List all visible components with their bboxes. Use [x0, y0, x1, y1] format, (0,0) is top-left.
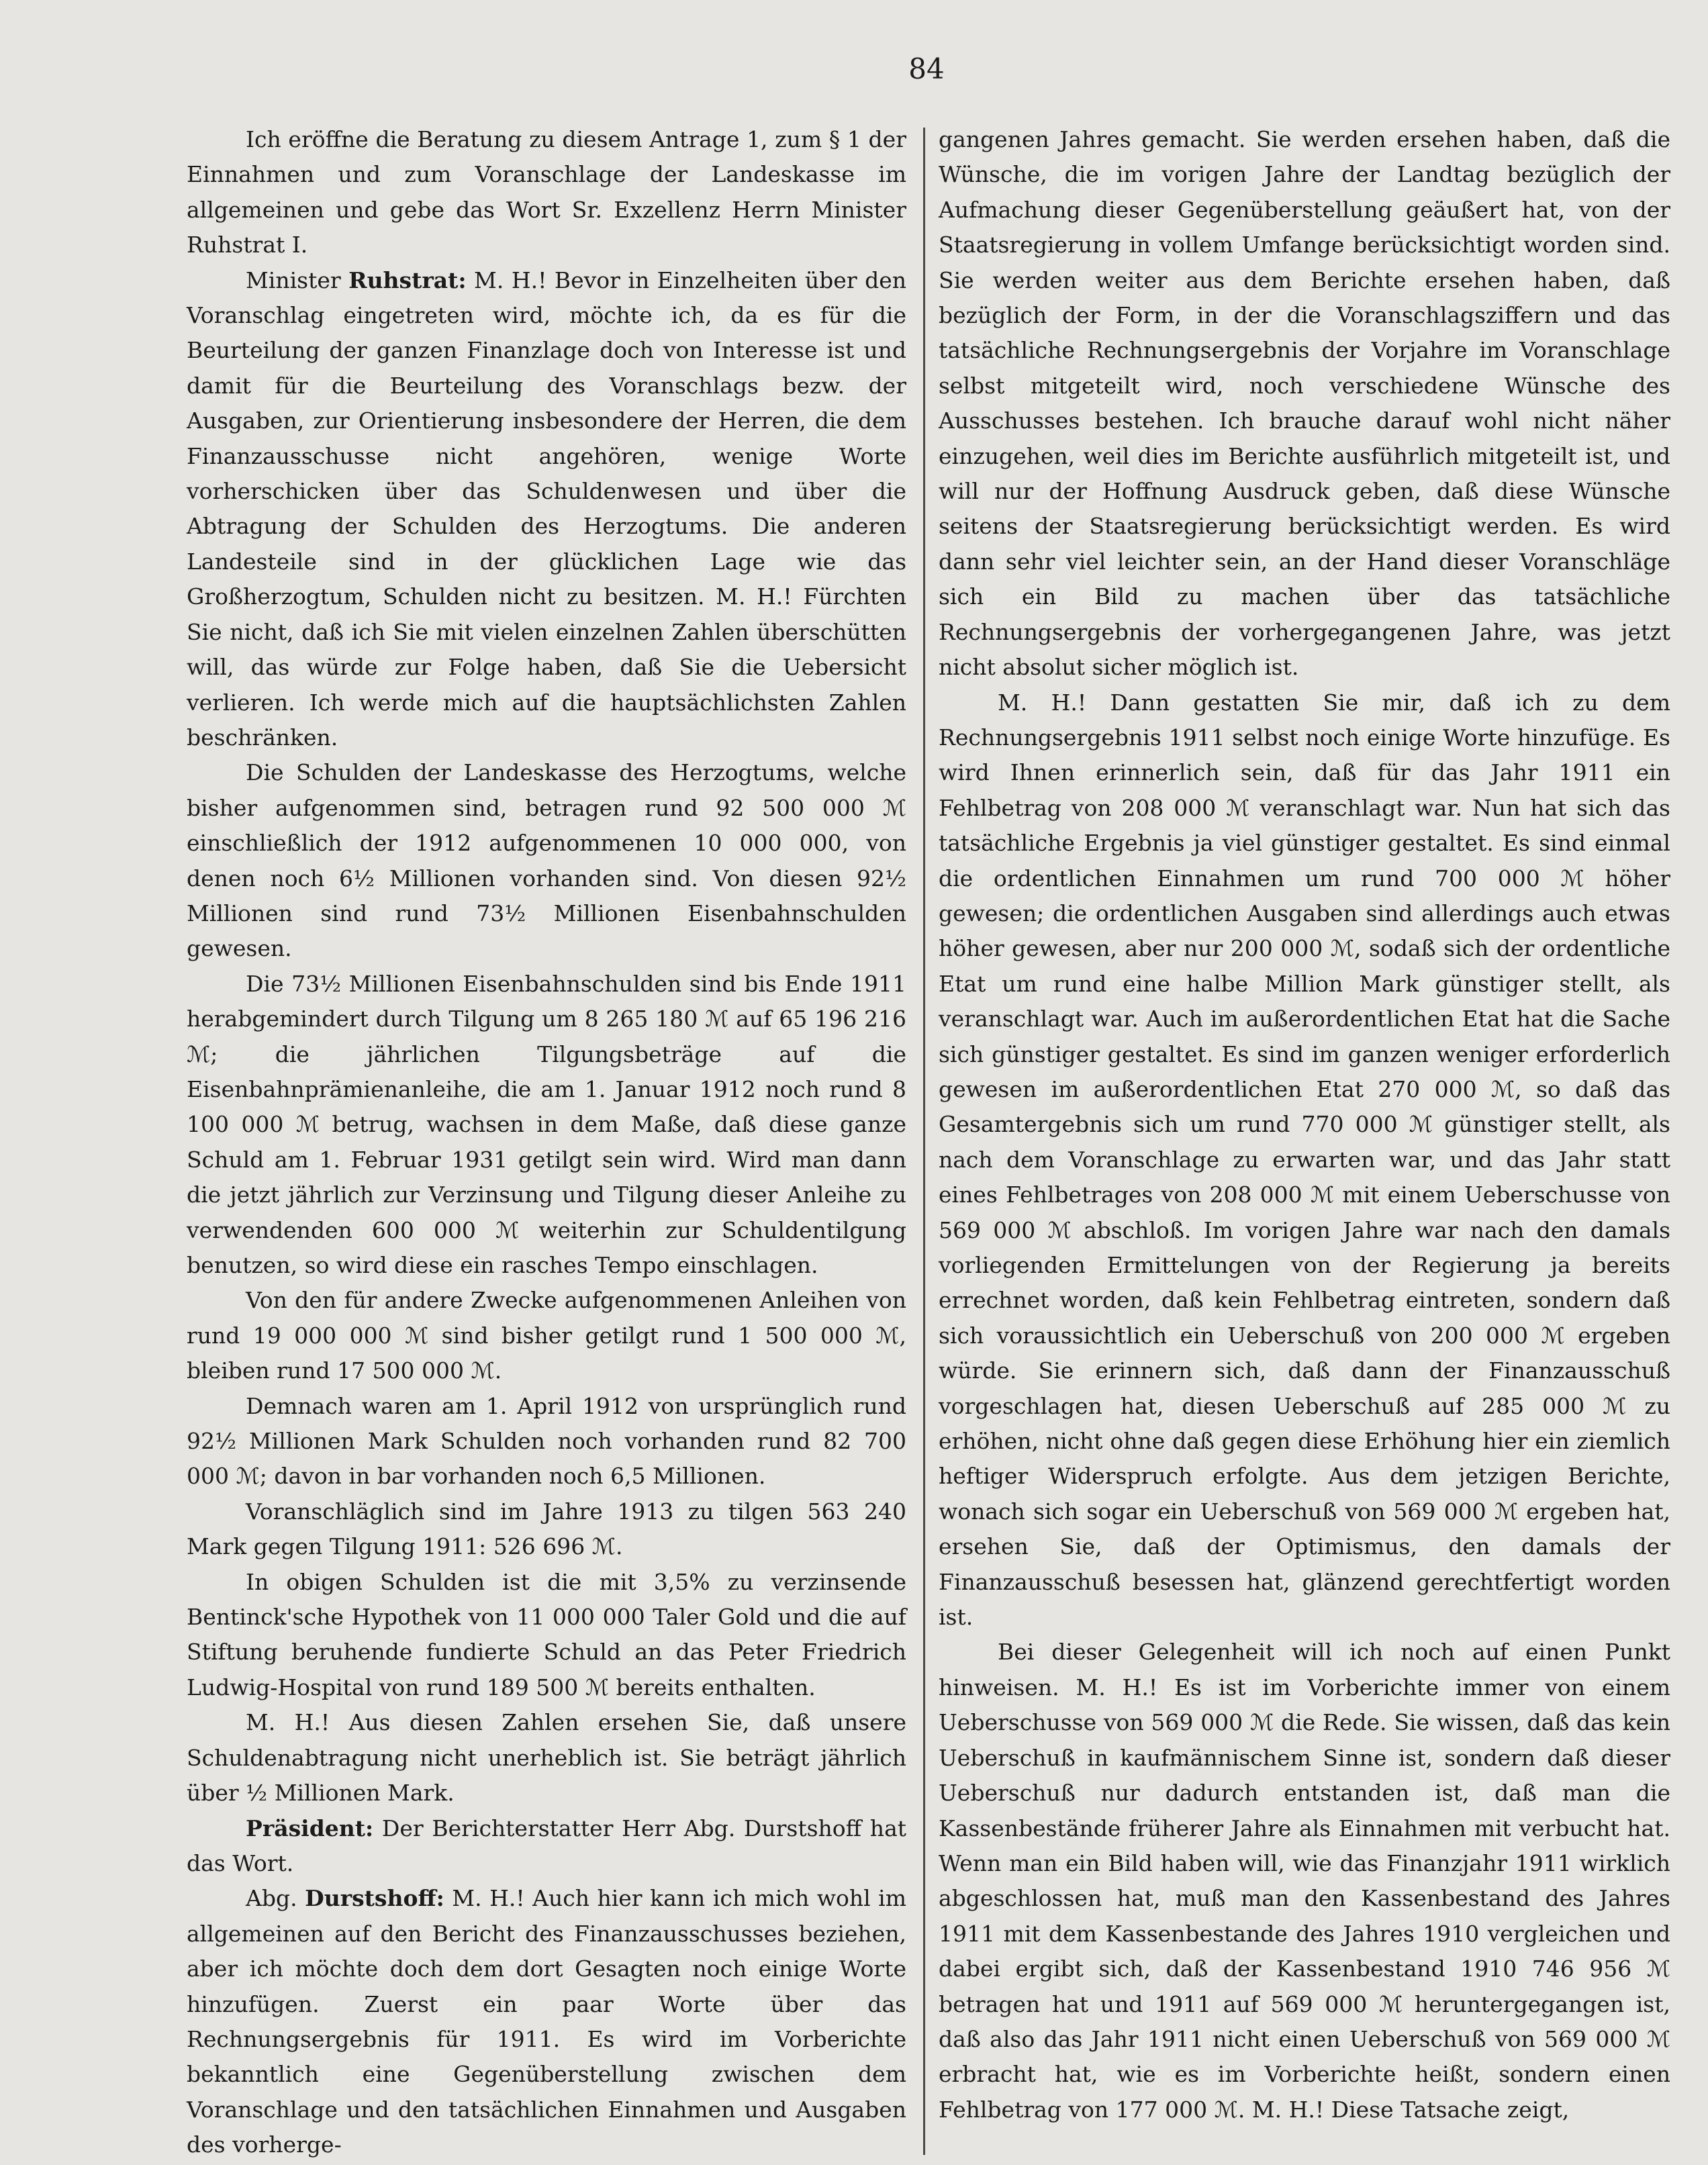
speaker-name: Präsident: — [246, 1815, 374, 1841]
paragraph: Von den für andere Zwecke aufgenommenen Anleihen von rund 19 000 000 ℳ sind bisher getilgt rund 1 500 000 ℳ, bleiben rund 17 500 000 ℳ. — [187, 1287, 906, 1384]
speech-text: Der Berichterstatter Herr Abg. Durstshoff hat das Wort. — [187, 1815, 906, 1876]
paragraph: Voranschläglich sind im Jahre 1913 zu tilgen 563 240 Mark gegen Tilgung 1911: 526 696 ℳ. — [187, 1498, 906, 1560]
speaker-title: Minister — [246, 267, 349, 293]
paragraph — [187, 263, 906, 756]
column-divider — [923, 128, 925, 2155]
speaker-title: Abg. — [246, 1885, 305, 1912]
paragraph: Ich eröffne die Beratung zu diesem Antrage 1, zum § 1 der Einnahmen und zum Voranschlage der Landeskasse im allgemeinen und gebe das Wort Sr. Exzellenz Herrn Minister Ruhstrat I. — [187, 126, 906, 258]
paragraph: M. H.! Dann gestatten Sie mir, daß ich zu dem Rechnungsergebnis 1911 selbst noch einige Worte hinzufüge. Es wird Ihnen erinnerlich sein, daß für das Jahr 1911 ein Fehlbetrag von 208 000 ℳ veranschlagt war. Nun hat sich das tatsächliche Ergebnis ja viel günstiger gestaltet. Es sind einmal die ordentlichen Einnahmen um rund 700 000 ℳ höher gewesen; die ordentlichen Ausgaben sind allerdings auch etwas höher gewesen, aber nur 200 000 ℳ, sodaß sich der ordentliche Etat um rund eine halbe Million Mark günstiger stellt, als veranschlagt war. Auch im außerordentlichen Etat hat die Sache sich günstiger gestaltet. Es sind im ganzen weniger erforderlich gewesen im außerordentlichen Etat 270 000 ℳ, so daß das Gesamtergebnis sich um rund 770 000 ℳ günstiger stellt, als nach dem Voranschlage zu erwarten war, und das Jahr statt eines Fehlbetrages von 208 000 ℳ mit einem Ueberschusse von 569 000 ℳ abschloß. Im vorigen Jahre war nach den damals vorliegenden Ermittelungen von der Regierung ja bereits errechnet worden, daß kein Fehlbetrag eintreten, sondern daß sich voraussichtlich ein Ueberschuß von 200 000 ℳ ergeben würde. Sie erinnern sich, daß dann der Finanzausschuß vorgeschlagen hat, diesen Ueberschuß auf 285 000 ℳ zu erhöhen, nicht ohne daß gegen diese Erhöhung hier ein ziemlich heftiger Widerspruch erfolgte. Aus dem jetzigen Berichte, wonach sich sogar ein Ueberschuß von 569 000 ℳ ergeben hat, ersehen Sie, daß der Optimismus, den damals der Finanzausschuß besessen hat, glänzend gerechtfertigt worden ist. — [939, 689, 1670, 1631]
speaker-name: Ruhstrat: — [348, 267, 467, 293]
paragraph: Bei dieser Gelegenheit will ich noch auf einen Punkt hinweisen. M. H.! Es ist im Vorberichte immer von einem Ueberschusse von 569 000 ℳ die Rede. Sie wissen, daß das kein Ueberschuß in kaufmännischem Sinne ist, sondern daß dieser Ueberschuß nur dadurch entstanden ist, daß man die Kassenbestände früherer Jahre als Einnahmen mit verbucht hat. Wenn man ein Bild haben will, wie das Finanzjahr 1911 wirklich abgeschlossen hat, muß man den Kassenbestand des Jahres 1911 mit dem Kassenbestande des Jahres 1910 vergleichen und dabei ergibt sich, daß der Kassenbestand 1910 746 956 ℳ betragen hat und 1911 auf 569 000 ℳ heruntergegangen ist, daß also das Jahr 1911 nicht einen Ueberschuß von 569 000 ℳ erbracht hat, wie es im Vorberichte heißt, sondern einen Fehlbetrag von 177 000 ℳ. M. H.! Diese Tatsache zeigt, — [939, 1639, 1670, 2123]
paragraph: Demnach waren am 1. April 1912 von ursprünglich rund 92½ Millionen Mark Schulden noch vorhanden rund 82 700 000 ℳ; davon in bar vorhanden noch 6,5 Millionen. — [187, 1392, 906, 1490]
page-number: 84 — [908, 52, 945, 85]
paragraph: Die 73½ Millionen Eisenbahnschulden sind bis Ende 1911 herabgemindert durch Tilgung um 8 265 180 ℳ auf 65 196 216 ℳ; die jährlichen Tilgungsbeträge auf die Eisenbahnprämienanleihe, die am 1. Januar 1912 noch rund 8 100 000 ℳ betrug, wachsen in dem Maße, daß diese ganze Schuld am 1. Februar 1931 getilgt sein wird. Wird man dann die jetzt jährlich zur Verzinsung und Tilgung dieser Anleihe zu verwendenden 600 000 ℳ weiterhin zur Schuldentilgung benutzen, so wird diese ein rasches Tempo einschlagen. — [187, 970, 906, 1278]
speech-text: M. H.! Auch hier kann ich mich wohl im allgemeinen auf den Bericht des Finanzausschusses beziehen, aber ich möchte doch dem dort Gesagten noch einige Worte hinzufügen. Zuerst ein paar Worte über das Rechnungsergebnis für 1911. Es wird im Vorberichte bekanntlich eine Gegenüberstellung zwischen dem Voranschlage und den tatsächlichen Einnahmen und Ausgaben des vorherge- — [187, 1885, 906, 2158]
speaker-name: Durstshoff: — [305, 1885, 444, 1912]
paragraph: gangenen Jahres gemacht. Sie werden ersehen haben, daß die Wünsche, die im vorigen Jahre der Landtag bezüglich der Aufmachung dieser Gegenüberstellung geäußert hat, von der Staatsregierung in vollem Umfange berücksichtigt worden sind. Sie werden weiter aus dem Berichte ersehen haben, daß bezüglich der Form, in der die Voranschlagsziffern und das tatsächliche Rechnungsergebnis der Vorjahre im Voranschlage selbst mitgeteilt wird, noch verschiedene Wünsche des Ausschusses bestehen. Ich brauche darauf wohl nicht näher einzugehen, weil dies im Berichte ausführlich mitgeteilt ist, und will nur der Hoffnung Ausdruck geben, daß diese Wünsche seitens der Staatsregierung berücksichtigt werden. Es wird dann sehr viel leichter sein, an der Hand dieser Voranschläge sich ein Bild zu machen über das tatsächliche Rechnungsergebnis der vorhergegangenen Jahre, was jetzt nicht absolut sicher möglich ist. — [939, 126, 1670, 681]
paragraph: Die Schulden der Landeskasse des Herzogtums, welche bisher aufgenommen sind, betragen rund 92 500 000 ℳ einschließlich der 1912 aufgenommenen 10 000 000, von denen noch 6½ Millionen vorhanden sind. Von diesen 92½ Millionen sind rund 73½ Millionen Eisenbahnschulden gewesen. — [187, 759, 906, 962]
paragraph: M. H.! Aus diesen Zahlen ersehen Sie, daß unsere Schuldenabtragung nicht unerheblich ist. Sie beträgt jährlich über ½ Millionen Mark. — [187, 1709, 906, 1807]
speech-text: M. H.! Bevor in Einzelheiten über den Voranschlag eingetreten wird, möchte ich, da es für die Beurteilung der ganzen Finanzlage doch von Interesse ist und damit für die Beurteilung des Voranschlags bezw. der Ausgaben, zur Orientierung insbesondere der Herren, die dem Finanzausschusse nicht angehören, wenige Worte vorherschicken über das Schuldenwesen und über die Abtragung der Schulden des Herzogtums. Die anderen Landesteile sind in der glücklichen Lage wie das Großherzogtum, Schulden nicht zu besitzen. M. H.! Fürchten Sie nicht, daß ich Sie mit vielen einzelnen Zahlen überschütten will, das würde zur Folge haben, daß Sie die Uebersicht verlieren. Ich werde mich auf die hauptsächlichsten Zahlen beschränken. — [187, 267, 906, 751]
left-column — [187, 122, 906, 2163]
paragraph — [187, 1881, 906, 2162]
paragraph — [187, 1811, 906, 1882]
paragraph: In obigen Schulden ist die mit 3,5% zu verzinsende Bentinck'sche Hypothek von 11 000 000 Taler Gold und die auf Stiftung beruhende fundierte Schuld an das Peter Friedrich Ludwig-Hospital von rund 189 500 ℳ bereits enthalten. — [187, 1568, 906, 1700]
right-column — [939, 122, 1670, 2127]
